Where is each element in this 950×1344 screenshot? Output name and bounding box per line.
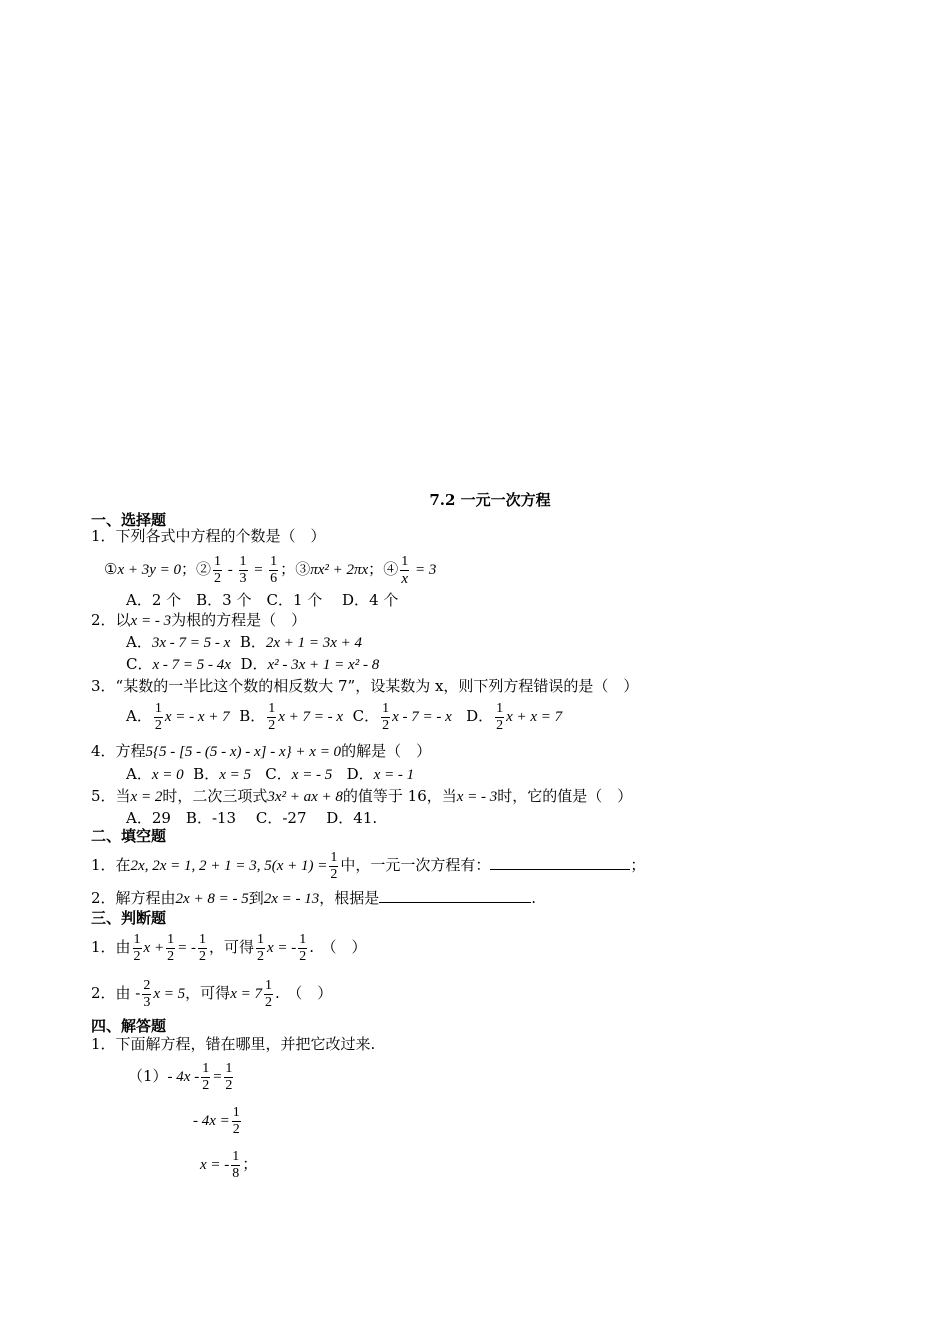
fraction [298,932,307,965]
circled-number-3: ③ [295,560,311,578]
denominator: 2 [198,948,206,964]
option-label: C． [126,655,153,673]
option-c: x - 7 = 5 - 4x [152,657,231,673]
text: . [531,889,537,907]
option-label: A． [126,707,152,725]
text: ，根据是 [319,889,380,907]
option-label: A． [126,765,152,783]
denominator: 2 [214,570,222,586]
section-heading-choice: 一、选择题 [91,511,167,529]
numerator: 1 [167,931,175,947]
equation-1: x + 3y = 0 [117,562,182,578]
fill-question-1 [91,846,645,885]
circled-number-1: ① [104,560,118,578]
numerator: 1 [198,931,206,947]
judge-question-2 [91,974,332,1013]
numerator: 1 [154,700,162,716]
question-2-options-ab [126,632,362,653]
fraction [201,1061,210,1094]
numerator: 2 [143,977,151,993]
numerator: 1 [225,1060,233,1076]
option-label: B． [193,765,220,783]
fraction [142,978,151,1011]
math: x = 7 [230,986,262,1002]
math: x + [143,940,165,956]
option-a: 3x - 7 = 5 - x [151,635,231,651]
math: 3x² + ax + 8 [267,789,343,805]
numerator: 1 [232,1104,240,1120]
section-heading-fill: 二、填空题 [91,827,167,845]
text: 时，二次三项式 [162,787,268,805]
answer-question-1-stem: 1．下面解方程，错在哪里，并把它改过来. [91,1035,376,1053]
math: - 4x - [167,1069,200,1085]
fraction [495,701,504,734]
denominator: 8 [232,1165,240,1181]
denominator: 2 [330,866,338,882]
option-label: C． [352,707,380,725]
fill-question-2 [91,888,536,909]
fraction [224,1061,233,1094]
denominator: 6 [270,570,278,586]
numerator: 1 [214,553,222,569]
text: 到 [248,889,264,907]
judge-question-1 [91,928,367,967]
page-title: 7.2 一元一次方程 [429,491,551,509]
math: = - [177,940,196,956]
numerator: 1 [133,931,141,947]
text: 为根的方程是（ ） [171,611,307,629]
option-c: x - 7 = - x [392,709,452,725]
text: 1．由 [91,938,131,956]
numerator: 1 [270,553,278,569]
denominator: 2 [256,948,264,964]
question-2-stem [91,610,306,631]
text: ； [242,1155,258,1173]
option-d: x = - 1 [373,767,415,783]
text: 的解是（ ） [341,742,432,760]
equation-3: πx² + 2πx [310,562,369,578]
fraction [381,701,390,734]
numerator: 1 [239,553,247,569]
fraction [400,554,409,587]
option-d: x + x = 7 [506,709,563,725]
numerator: 1 [256,931,264,947]
text: 5．当 [91,787,131,805]
operator: - [224,562,237,578]
text: . （ ） [309,938,367,956]
numerator: 1 [264,977,272,993]
math: 2x, 2x = 1, 2 + 1 = 3, 5(x + 1) = [130,858,328,874]
fraction [256,932,265,965]
option-label: D． [466,707,494,725]
solution-line-2 [193,1102,243,1139]
math: x = 5 [153,986,186,1002]
section-heading-answer: 四、解答题 [91,1017,167,1035]
text: . （ ） [274,984,333,1002]
denominator: 2 [299,948,307,964]
math: - 4x = [193,1113,230,1129]
question-5-stem [91,786,632,807]
denominator: 3 [143,994,151,1010]
numerator: 1 [268,700,276,716]
fraction [166,932,175,965]
math: = [212,1069,223,1085]
question-4-stem [91,741,431,762]
numerator: 1 [202,1060,210,1076]
section-heading-judge: 三、判断题 [91,909,167,927]
numerator: 1 [232,1148,240,1164]
text: ，可得 [185,984,231,1002]
option-label: A． [126,633,152,651]
fraction [264,978,273,1011]
math: x = - [200,1157,230,1173]
denominator: 3 [239,570,247,586]
text: 的值等于 16，当 [342,787,457,805]
question-2-options-cd [126,654,379,675]
fraction [269,554,278,587]
denominator: x [401,570,409,587]
separator: ； [368,560,384,578]
math: x = - [266,940,297,956]
math: x = - 3 [456,789,498,805]
question-1-stem: 1．下列各式中方程的个数是（ ） [91,527,326,545]
circled-number-2: ② [196,560,212,578]
text: 2．以 [91,611,131,629]
separator: ； [181,560,197,578]
math: 2x + 8 = - 5 [175,891,249,907]
question-4-options [126,764,414,785]
question-5-options: A．29 B．-13 C．-27 D．41. [126,809,378,827]
option-c: x = - 5 [291,767,333,783]
math: 2x = - 13 [263,891,320,907]
text: ，可得 [208,938,254,956]
option-label: B． [239,633,266,651]
fraction [329,850,338,883]
option-d: x² - 3x + 1 = x² - 8 [267,657,380,673]
text: 时，它的值是（ ） [497,787,633,805]
option-b: x + 7 = - x [278,709,344,725]
fraction [231,1149,240,1182]
fraction [267,701,276,734]
math: x = - 3 [130,613,172,629]
denominator: 2 [268,717,276,733]
denominator: 2 [382,717,390,733]
text: 2．解方程由 [91,889,176,907]
text: 4．方程 [91,742,146,760]
math: x = 2 [130,789,163,805]
option-b: x = 5 [219,767,251,783]
option-a: x = 0 [151,767,184,783]
fraction [232,1105,241,1138]
question-1-equations [104,552,436,587]
fraction [213,554,222,587]
numerator: 1 [401,553,409,569]
answer-blank[interactable] [379,888,531,903]
math: 5{5 - [5 - (5 - x) - x] - x} + x = 0 [145,744,342,760]
option-b: 2x + 1 = 3x + 4 [265,635,363,651]
fraction [133,932,142,965]
solution-line-1 [128,1058,235,1095]
denominator: 2 [225,1077,233,1093]
text: ； [630,856,646,874]
text: 2．由 - [91,984,141,1002]
question-3-options [126,698,562,735]
option-label: D． [240,655,268,673]
question-1-options: A．2 个 B．3 个 C．1 个 D．4 个 [126,591,399,609]
sub-question-label: （1） [128,1067,168,1085]
circled-number-4: ④ [383,560,399,578]
numerator: 1 [382,700,390,716]
numerator: 1 [496,700,504,716]
denominator: 2 [202,1077,210,1093]
option-label: D． [346,765,374,783]
denominator: 2 [133,948,141,964]
question-3-stem: 3．“某数的一半比这个数的相反数大 7”，设某数为 x，则下列方程错误的是（ ） [91,677,639,695]
denominator: 2 [496,717,504,733]
denominator: 2 [167,948,175,964]
equation-4-rhs: = 3 [411,562,437,578]
fraction [198,932,207,965]
solution-line-3 [200,1146,257,1183]
text: 中，一元一次方程有： [340,856,491,874]
option-label: C． [265,765,292,783]
answer-blank[interactable] [490,855,630,870]
separator: ； [280,560,296,578]
operator: = [249,562,268,578]
fraction [239,554,248,587]
fraction [154,701,163,734]
numerator: 1 [299,931,307,947]
denominator: 2 [154,717,162,733]
numerator: 1 [330,849,338,865]
option-a: x = - x + 7 [164,709,230,725]
text: 1．在 [91,856,131,874]
denominator: 2 [232,1121,240,1137]
option-label: B． [239,707,266,725]
denominator: 2 [264,994,272,1010]
